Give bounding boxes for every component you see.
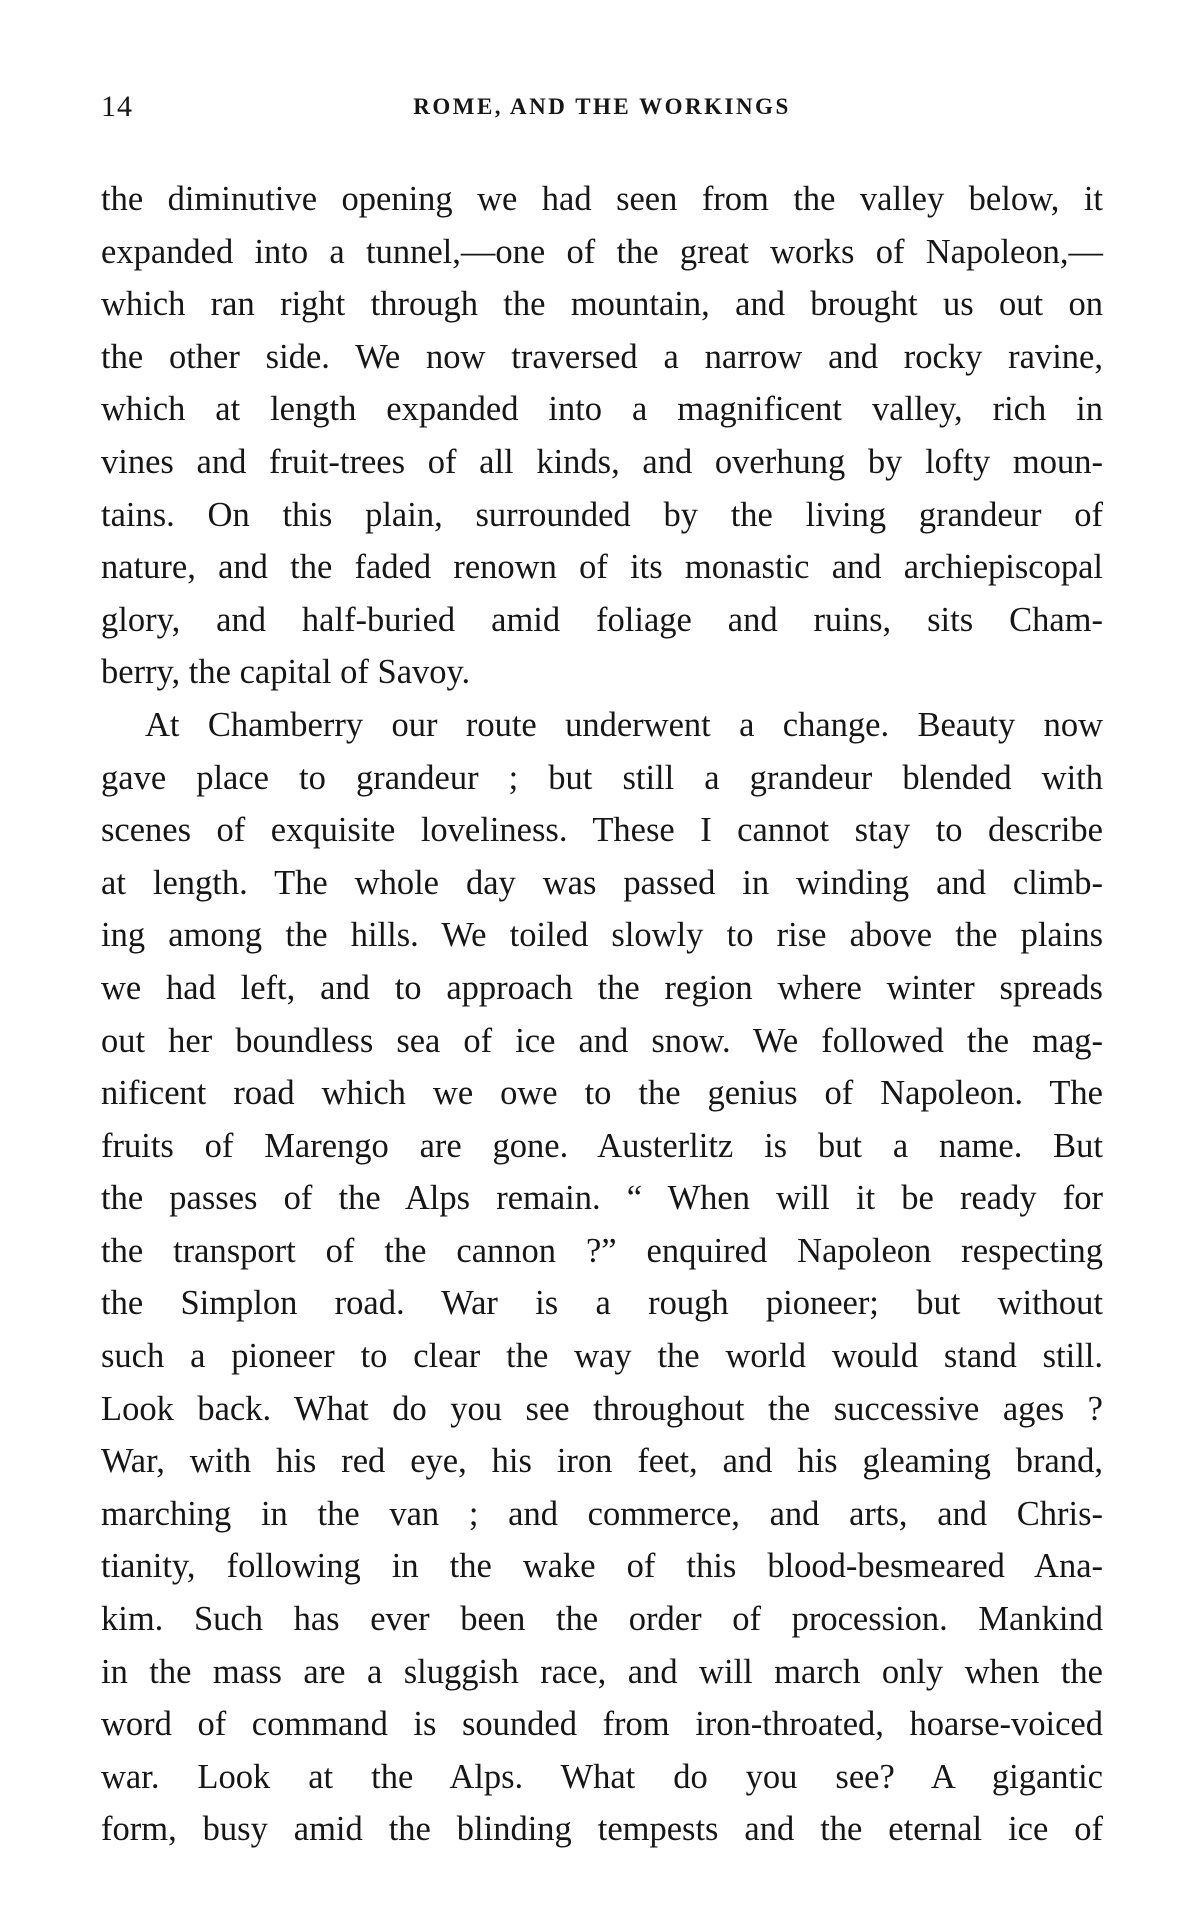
text-line: vines and fruit-trees of all kinds, and overhung by lofty moun- xyxy=(101,442,1103,481)
text-line: which at length expanded into a magnificent valley, rich in xyxy=(101,390,1103,429)
text-line: at length. The whole day was passed in winding and climb- xyxy=(101,863,1103,902)
running-head: ROME, AND THE WORKINGS xyxy=(413,94,791,119)
text-line: berry, the capital of Savoy. xyxy=(101,653,471,692)
text-line: kim. Such has ever been the order of procession. Mankind xyxy=(101,1600,1103,1639)
text-line: word of command is sounded from iron-throated, hoarse-voiced xyxy=(101,1705,1103,1744)
text-line: in the mass are a sluggish race, and will march only when the xyxy=(101,1652,1103,1691)
text-line: tains. On this plain, surrounded by the living grandeur of xyxy=(101,495,1103,534)
text-line: Look back. What do you see throughout the successive ages ? xyxy=(101,1389,1103,1428)
text-line: we had left, and to approach the region where winter spreads xyxy=(101,968,1103,1007)
text-line: marching in the van ; and commerce, and arts, and Chris- xyxy=(101,1494,1103,1533)
text-line: such a pioneer to clear the way the world would stand still. xyxy=(101,1337,1103,1376)
text-line: the passes of the Alps remain. “ When will it be ready for xyxy=(101,1179,1103,1218)
text-line: the Simplon road. War is a rough pioneer; but without xyxy=(101,1284,1103,1323)
page-header xyxy=(101,90,1103,130)
text-line: the diminutive opening we had seen from the valley below, it xyxy=(101,180,1103,218)
text-line: form, busy amid the blinding tempests and the eternal ice of xyxy=(101,1810,1103,1849)
text-line: the other side. We now traversed a narrow and rocky ravine, xyxy=(101,337,1103,376)
text-line: tianity, following in the wake of this blood-besmeared Ana- xyxy=(101,1547,1103,1586)
page-number: 14 xyxy=(101,90,133,123)
text-line: gave place to grandeur ; but still a grandeur blended with xyxy=(101,758,1103,797)
text-line: ing among the hills. We toiled slowly to rise above the plains xyxy=(101,916,1103,955)
text-line: nificent road which we owe to the genius of Napoleon. The xyxy=(101,1074,1103,1113)
body-text xyxy=(101,173,1103,1856)
text-line: war. Look at the Alps. What do you see? A gigantic xyxy=(101,1757,1103,1796)
text-line: the transport of the cannon ?” enquired Napoleon respecting xyxy=(101,1231,1103,1270)
text-line: At Chamberry our route underwent a change. Beauty now xyxy=(145,705,1103,744)
text-line: scenes of exquisite loveliness. These I cannot stay to describe xyxy=(101,811,1103,850)
text-line: War, with his red eye, his iron feet, and his gleaming brand, xyxy=(101,1442,1103,1481)
text-line: nature, and the faded renown of its monastic and archiepiscopal xyxy=(101,548,1103,587)
text-line: glory, and half-buried amid foliage and ruins, sits Cham- xyxy=(101,600,1103,639)
text-line: out her boundless sea of ice and snow. We followed the mag- xyxy=(101,1021,1103,1060)
text-line: which ran right through the mountain, and brought us out on xyxy=(101,285,1103,324)
text-line: expanded into a tunnel,—one of the great works of Napoleon,— xyxy=(101,232,1103,271)
text-line: fruits of Marengo are gone. Austerlitz is but a name. But xyxy=(101,1126,1103,1165)
